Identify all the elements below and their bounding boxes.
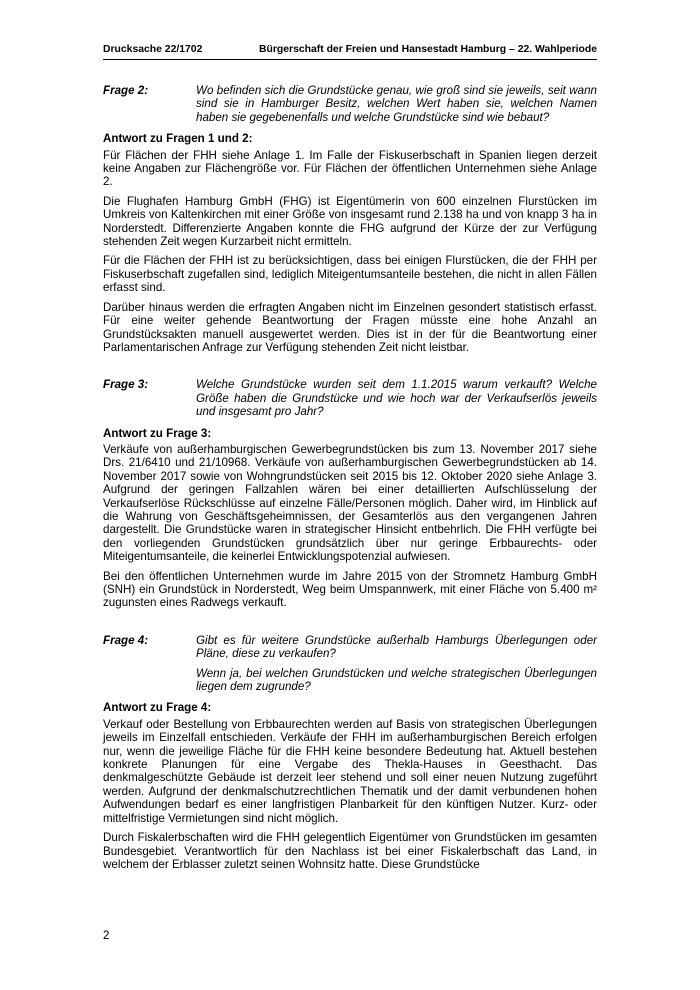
answer-paragraph: Bei den öffentlichen Unternehmen wurde im Jahre 2015 von der Stromnetz Hamburg GmbH (SNH) ein Grundstück in Norderstedt, Weg beim Umspannwerk, mit einer Fläche von 5.400 m² zugunsten eines Radwegs verkauft. (103, 569, 597, 610)
answer-paragraph: Darüber hinaus werden die erfragten Angaben nicht im Einzelnen gesondert statistisch erfasst. Für eine weiter gehende Beantwortung der Fragen müsste eine hohe Anzahl an Grundstücksakten manuell ausgewertet werden. Dies ist in der für die Beantwortung einer Parlamentarischen Anfrage zur Verfügung stehenden Zeit nicht leistbar. (103, 300, 597, 354)
question-text: Wo befinden sich die Grundstücke genau, wie groß sind sie jeweils, seit wann sind sie in Hamburger Besitz, welchen Wert haben sie, welchen Namen haben sie gegebenenfalls und welche Grundstücke sind wie bebaut? (196, 84, 597, 124)
question-4 (103, 634, 597, 694)
answer-paragraph: Für Flächen der FHH siehe Anlage 1. Im Falle der Fiskuserbschaft in Spanien liegen derzeit keine Angaben zur Flächengröße vor. Für Flächen der öffentlichen Unternehmen siehe Anlage 2. (103, 148, 597, 189)
page-number: 2 (103, 929, 110, 942)
document-page (103, 44, 597, 871)
question-label: Frage 3: (103, 378, 149, 392)
answer-heading: Antwort zu Frage 3: (103, 426, 212, 440)
question-text (196, 634, 597, 694)
answer-paragraph: Verkäufe von außerhamburgischen Gewerbegrundstücken bis zum 13. November 2017 siehe Drs. 21/6410 und 21/10968. Verkäufe von außerhamburgischen Gewerbegrundstücken ab 14. November 2017 sowie von Wohngrundstücken seit 2015 bis 12. Oktober 2020 siehe Anlage 3. Aufgrund der geringen Fallzahlen wären bei einer detaillierten Aufschlüsselung der Verkaufserlöse Rückschlüsse auf einzelne Fälle/Personen möglich. Daher wird, im Hinblick auf die Wahrung von Geschäftsgeheimnissen, der Gesamterlös aus den vergangenen Jahren dargestellt. Die Grundstücke waren in strategischer Hinsicht entbehrlich. Die FHH verfügte bei den vorliegenden Grundstücken grundsätzlich über nur geringe Erbbaurechts- oder Miteigentumsanteile, die keinerlei Entwicklungspotenzial aufwiesen. (103, 442, 597, 564)
question-3 (103, 378, 597, 418)
question-2 (103, 84, 597, 124)
question-label: Frage 2: (103, 84, 149, 97)
answer-heading: Antwort zu Frage 4: (103, 701, 212, 715)
answer-heading: Antwort zu Fragen 1 und 2: (103, 132, 253, 146)
question-label: Frage 4: (103, 633, 149, 647)
question-text-part: Gibt es für weitere Grundstücke außerhalb Hamburgs Überlegungen oder Pläne, diese zu verkaufen? (196, 633, 597, 661)
drucksache-number: Drucksache 22/1702 (103, 44, 203, 55)
page-header (103, 44, 597, 56)
answer-paragraph: Durch Fiskalerbschaften wird die FHH gelegentlich Eigentümer von Grundstücken im gesamten Bundesgebiet. Verantwortlich für den Nachlass ist bei einer Fiskalerbschaft das Land, in welchem der Erblasser zuletzt seinen Wohnsitz hatte. Diese Grundstücke (103, 831, 597, 871)
question-text-part: Wenn ja, bei welchen Grundstücken und welche strategischen Überlegungen liegen dem zugrunde? (196, 666, 597, 694)
parliament-title: Bürgerschaft der Freien und Hansestadt Hamburg – 22. Wahlperiode (259, 44, 597, 55)
header-rule (103, 59, 597, 60)
question-text: Welche Grundstücke wurden seit dem 1.1.2015 warum verkauft? Welche Größe haben die Grundstücke und wie hoch war der Verkaufserlös jeweils und insgesamt pro Jahr? (196, 378, 597, 419)
answer-paragraph: Die Flughafen Hamburg GmbH (FHG) ist Eigentümerin von 600 einzelnen Flurstücken im Umkreis von Kaltenkirchen mit einer Größe von insgesamt rund 2.138 ha und von knapp 3 ha in Norderstedt. Differenzierte Angaben konnte die FHG aufgrund der Kürze der zur Verfügung stehenden Zeit wegen Kurzarbeit nicht ermitteln. (103, 194, 597, 249)
answer-paragraph: Für die Flächen der FHH ist zu berücksichtigen, dass bei einigen Flurstücken, die der FHH per Fiskuserbschaft zugefallen sind, lediglich Miteigentumsanteile bestehen, die nicht in allen Fällen erfasst sind. (103, 254, 597, 295)
answer-paragraph: Verkauf oder Bestellung von Erbbaurechten werden auf Basis von strategischen Überlegungen jeweils im Einzelfall entschieden. Verkäufe der FHH im außerhamburgischen Bereich erfolgen nur, wenn die jeweilige Fläche für die FHH keine besondere Bedeutung hat. Aktuell bestehen konkrete Planungen für eine Vergabe des Thekla-Hauses in Geesthacht. Das denkmalgeschützte Gebäude ist derzeit leer stehend und soll einer neuen Nutzung zugeführt werden. Aufgrund der denkmalschutzrechtlichen Thematik und der damit verbundenen hohen Aufwendungen bedarf es einer langfristigen Planbarkeit für den künftigen Nutzer. Kurz- oder mittelfristige Vermietungen sind nicht möglich. (103, 717, 597, 825)
